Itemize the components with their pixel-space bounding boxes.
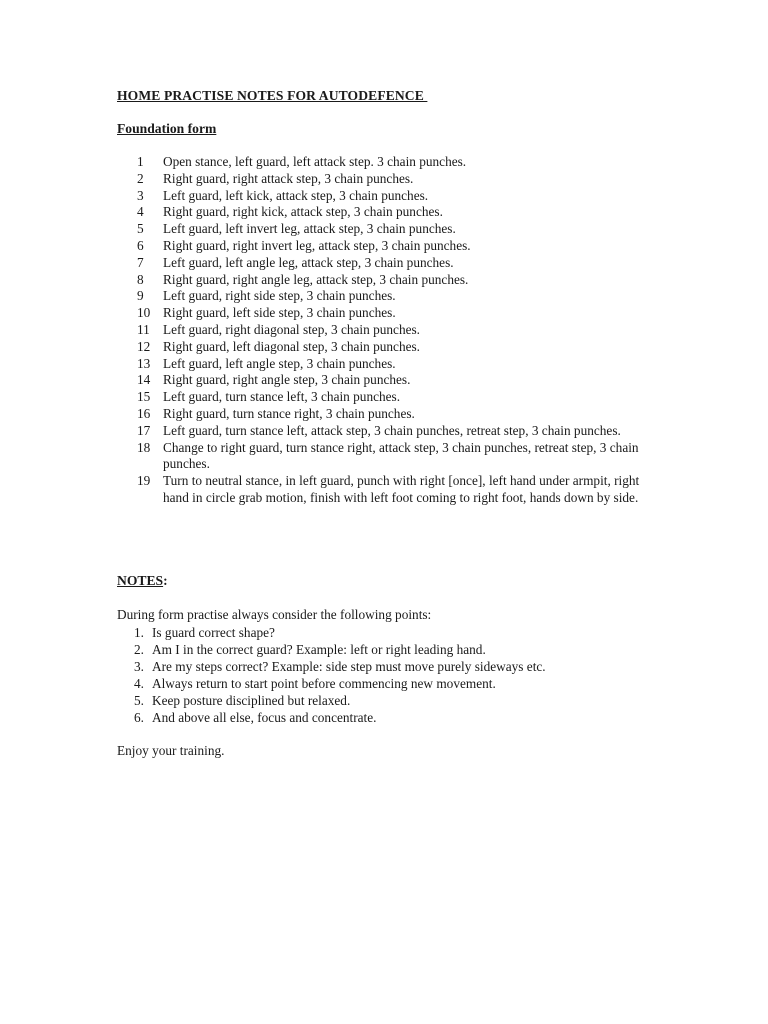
point-text: Keep posture disciplined but relaxed. — [152, 693, 351, 708]
step-text: Left guard, turn stance left, attack step, 3 chain punches, retreat step, 3 chain punches. — [163, 422, 621, 438]
point-text: Are my steps correct? Example: side step must move purely sideways etc. — [152, 659, 546, 674]
foundation-form-steps — [117, 154, 647, 507]
step-number: 9 — [137, 288, 144, 304]
step-text: Right guard, left side step, 3 chain punches. — [163, 305, 396, 321]
point-text: Is guard correct shape? — [152, 625, 275, 640]
step-number: 12 — [137, 338, 151, 354]
step-text: Right guard, right invert leg, attack step, 3 chain punches. — [163, 237, 471, 253]
notes-heading-colon: : — [163, 573, 168, 588]
step-text: Right guard, right angle step, 3 chain punches. — [163, 372, 411, 388]
step-text: Left guard, left kick, attack step, 3 chain punches. — [163, 187, 429, 203]
step-item — [117, 272, 647, 289]
step-text: Left guard, right side step, 3 chain punches. — [163, 288, 396, 304]
practice-point — [117, 624, 657, 641]
step-number: 2 — [137, 170, 144, 186]
practice-point — [117, 692, 657, 709]
step-number: 18 — [137, 439, 151, 455]
point-text: Am I in the correct guard? Example: left or right leading hand. — [152, 642, 486, 657]
step-item — [117, 406, 647, 423]
point-number: 2. — [134, 642, 144, 657]
point-number: 3. — [134, 659, 144, 674]
notes-intro: During form practise always consider the following points: — [117, 607, 432, 622]
step-item — [117, 339, 647, 356]
step-number: 15 — [137, 389, 151, 405]
step-number: 6 — [137, 237, 144, 253]
step-item — [117, 440, 647, 474]
step-text: Right guard, right kick, attack step, 3 chain punches. — [163, 204, 443, 220]
notes-heading-label: NOTES — [117, 573, 164, 588]
section-heading-foundation-form: Foundation form — [117, 121, 217, 136]
point-number: 5. — [134, 693, 144, 708]
step-number: 11 — [137, 321, 150, 337]
step-number: 16 — [137, 405, 151, 421]
step-item — [117, 204, 647, 221]
step-text: Left guard, turn stance left, 3 chain punches. — [163, 389, 401, 405]
step-number: 17 — [137, 422, 151, 438]
step-item — [117, 255, 647, 272]
step-text: Right guard, right angle leg, attack step, 3 chain punches. — [163, 271, 469, 287]
step-item — [117, 221, 647, 238]
step-number: 10 — [137, 305, 151, 321]
point-text: And above all else, focus and concentrate. — [152, 710, 377, 725]
step-number: 5 — [137, 221, 144, 237]
step-item — [117, 356, 647, 373]
step-text: Change to right guard, turn stance right, attack step, 3 chain punches, retreat step, 3 chain punches. — [163, 439, 639, 472]
step-number: 14 — [137, 372, 151, 388]
point-text: Always return to start point before commencing new movement. — [152, 676, 496, 691]
step-text: Right guard, left diagonal step, 3 chain punches. — [163, 338, 421, 354]
step-item — [117, 154, 647, 171]
step-number: 4 — [137, 204, 144, 220]
step-item — [117, 322, 647, 339]
step-item — [117, 473, 647, 507]
point-number: 6. — [134, 710, 144, 725]
step-text: Left guard, left angle step, 3 chain punches. — [163, 355, 396, 371]
step-number: 3 — [137, 187, 144, 203]
step-item — [117, 288, 647, 305]
step-text: Left guard, left invert leg, attack step, 3 chain punches. — [163, 221, 456, 237]
step-item — [117, 171, 647, 188]
step-item — [117, 305, 647, 322]
step-item — [117, 188, 647, 205]
step-item — [117, 372, 647, 389]
step-item — [117, 423, 647, 440]
document-title: HOME PRACTISE NOTES FOR AUTODEFENCE — [117, 88, 428, 103]
step-text: Left guard, left angle leg, attack step, 3 chain punches. — [163, 254, 454, 270]
closing-line: Enjoy your training. — [117, 743, 225, 758]
step-number: 13 — [137, 355, 151, 371]
step-text: Open stance, left guard, left attack step. 3 chain punches. — [163, 154, 467, 169]
step-number: 1 — [137, 154, 144, 169]
practice-points-list — [117, 624, 657, 726]
step-number: 19 — [137, 473, 151, 489]
step-text: Right guard, turn stance right, 3 chain punches. — [163, 405, 415, 421]
practice-point — [117, 709, 657, 726]
step-text: Left guard, right diagonal step, 3 chain punches. — [163, 321, 420, 337]
notes-heading — [117, 573, 168, 589]
step-text: Turn to neutral stance, in left guard, punch with right [once], left hand under armpit, right hand in circle grab motion, finish with left foot coming to right foot, hands down by side. — [163, 473, 640, 505]
point-number: 4. — [134, 676, 144, 691]
step-item — [117, 238, 647, 255]
practice-point — [117, 658, 657, 675]
point-number: 1. — [134, 625, 144, 640]
step-number: 7 — [137, 254, 144, 270]
step-number: 8 — [137, 271, 144, 287]
practice-point — [117, 641, 657, 658]
practice-point — [117, 675, 657, 692]
step-text: Right guard, right attack step, 3 chain punches. — [163, 170, 414, 186]
step-item — [117, 389, 647, 406]
